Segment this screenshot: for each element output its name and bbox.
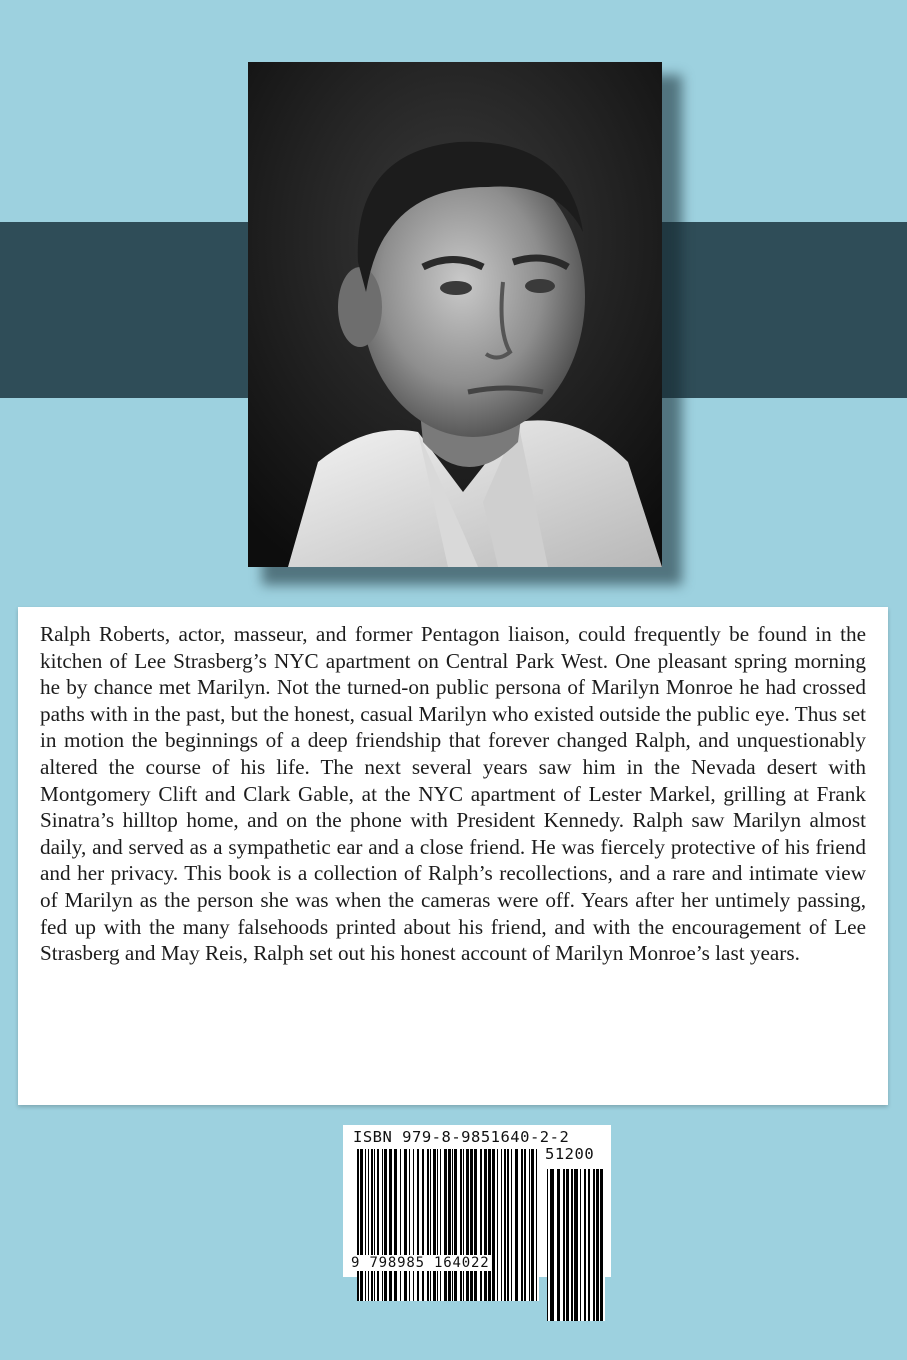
addon-barcode-bars [547,1169,605,1321]
barcode-bar [603,1169,605,1321]
barcode-bar [537,1149,539,1301]
ean-digits: 9 798985 164022 [351,1255,490,1271]
isbn-barcode [343,1125,611,1277]
isbn-label: ISBN 979-8-9851640-2-2 [353,1128,570,1146]
author-photo [248,62,662,567]
book-description: Ralph Roberts, actor, masseur, and former Pentagon liaison, could frequently be found in the kitchen of Lee Strasberg’s NYC apartment on Central Park West. One pleasant spring morning he by chance met Marilyn. Not the turned-on public persona of Marilyn Monroe he had crossed paths with in the past, but the honest, casual Marilyn who existed outside the public eye. Thus set in motion the beginnings of a deep friendship that forever changed Ralph, and unquestionably altered the course of his life. The next several years saw him in the Nevada desert with Montgomery Clift and Clark Gable, at the NYC apartment of Lester Markel, grilling at Frank Sinatra’s hilltop home, and on the phone with President Kennedy. Ralph saw Marilyn almost daily, and served as a sympathetic ear and a close friend. He was fiercely protective of his friend and her privacy. This book is a collection of Ralph’s recollections, and a rare and intimate view of Marilyn as the person she was when the cameras were off. Years after her untimely passing, fed up with the many falsehoods printed about his friend, and with the encouragement of Lee Strasberg and May Reis, Ralph set out his honest account of Marilyn Monroe’s last years. [40,622,866,966]
ean-barcode-bars [357,1149,543,1301]
description-panel [18,607,888,1105]
price-addon-digits: 51200 [545,1145,595,1163]
